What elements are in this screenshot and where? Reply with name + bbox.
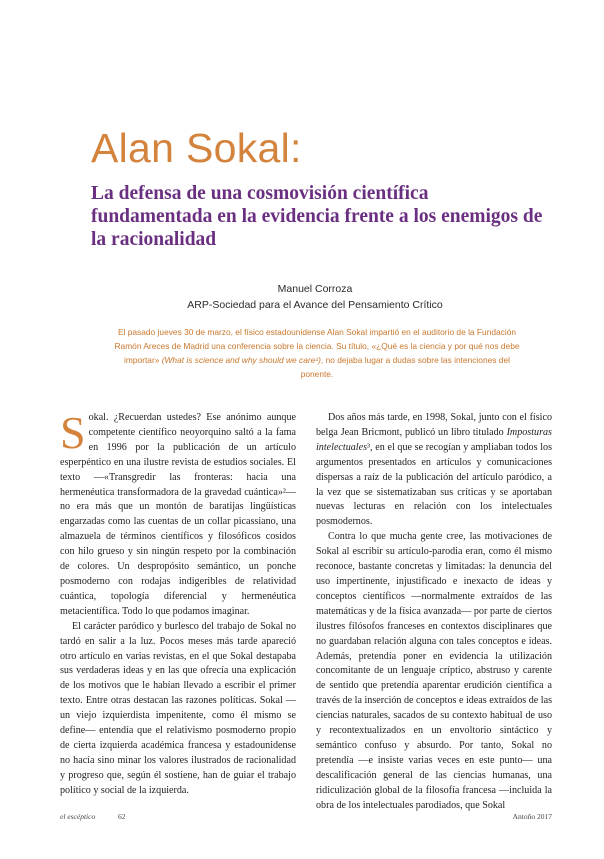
footer-journal-name: el escéptico bbox=[60, 812, 96, 821]
abstract-text-end: , no dejaba lugar a dudas sobre las intenciones del ponente. bbox=[300, 355, 510, 379]
right-column bbox=[316, 411, 552, 813]
author-affiliation: ARP-Sociedad para el Avance del Pensamiento Crítico bbox=[187, 299, 443, 311]
book-title: Imposturas intelectuales bbox=[316, 426, 552, 453]
paragraph-1 bbox=[60, 407, 296, 620]
paragraph-3-text-end: ³, en el que se recogían y ampliaban todos los argumentos presentados en artículos y comunicaciones dispersas a raíz de la publicación del artículo paródico, a la vez que se sistematizaban sus críticas y se aportaban nuevas lecturas en relación con los intelectuales posmodernos. bbox=[316, 441, 552, 528]
abstract-text-start: El pasado jueves 30 de marzo, el físico estadounidense Alan Sokal impartió en el auditorio de la Fundación Ramón Areces de Madrid una conferencia sobre la ciencia. Su título, «¿Qué es la ciencia y por qué nos debe importar» bbox=[114, 327, 520, 365]
paragraph-3-text-start: Dos años más tarde, en 1998, Sokal, junto con el físico belga Jean Bricmont, publicó un libro titulado bbox=[316, 412, 552, 438]
body-columns bbox=[60, 407, 552, 811]
drop-cap: S bbox=[60, 407, 86, 458]
paragraph-1-text: okal. ¿Recuerdan ustedes? Ese anónimo aunque competente científico neoyorquino saltó a la fama en 1996 por la publicación de un artículo esperpéntico en una ilustre revista de estudios sociales. El texto —«Transgredir las fronteras: hacia una hermenéutica transformadora de la gravedad cuántica»²— no era más que un montón de baratijas lingüísticas engarzadas como las cuentas de un collar picassiano, una almazuela de términos científicos y filosóficos cosidos con hilo grueso y sin ningún respeto por la combinación de colores. Un despropósito semántico, un ponche posmoderno con rodajas indigeribles de relatividad cuántica, topología diferencial y hermenéutica metacientífica. Todo lo que podamos imaginar. bbox=[60, 412, 296, 617]
author-name: Manuel Corroza bbox=[277, 283, 353, 295]
paragraph-2: El carácter paródico y burlesco del trabajo de Sokal no tardó en salir a la luz. Pocos meses más tarde apareció otro artículo en varias revistas, en el que Sokal destapaba sus verdaderas ideas y en las que ofrecía una explicación de los motivos que le habían llevado a escribir el primer texto. Entre otras destacan las razones políticas. Sokal —un viejo izquierdista impenitente, como él mismo se define— entendía que el relativismo posmoderno propio de cierta izquierda académica francesa y estadounidense no hacía sino minar los valores ilustrados de racionalidad y progreso que, según él sostiene, han de guiar el trabajo político y social de la izquierda. bbox=[60, 620, 296, 796]
article-title: Alan Sokal: bbox=[91, 125, 302, 171]
paragraph-3 bbox=[316, 411, 552, 530]
abstract-talk-title: (What is science and why should we care¹) bbox=[161, 355, 321, 365]
footer-page-number: 62 bbox=[118, 812, 126, 821]
article-abstract bbox=[112, 325, 522, 381]
article-subtitle: La defensa de una cosmovisión científica fundamentada en la evidencia frente a los enemigos de la racionalidad bbox=[91, 183, 543, 250]
footer-issue-season: Antoño 2017 bbox=[512, 812, 552, 821]
left-column bbox=[60, 407, 296, 799]
paragraph-4: Contra lo que mucha gente cree, las motivaciones de Sokal al escribir su artículo-parodia eran, como él mismo reconoce, bastante concretas y limitadas: la denuncia del uso impertinente, injustificado e inexacto de ideas y conceptos científicos —normalmente extraídos de las matemáticas y de la física avanzada— por parte de ciertos ilustres filósofos franceses en contextos disciplinares que no guardaban relación alguna con tales conceptos e ideas. Además, pretendía poner en evidencia la utilización concomitante de un lenguaje críptico, abstruso y carente de sentido que pretendía aparentar erudición científica a través de la inserción de conceptos e ideas extraídos de las ciencias naturales, sacados de su contexto habitual de uso y recontextualizados en un envoltorio sintáctico y semántico confuso y absurdo. Por tanto, Sokal no pretendía —e insiste varias veces en este punto— una descalificación general de las ciencias humanas, una ridiculización global de la filosofía francesa —incluida la obra de los intelectuales parodiados, que Sokal bbox=[316, 531, 552, 811]
